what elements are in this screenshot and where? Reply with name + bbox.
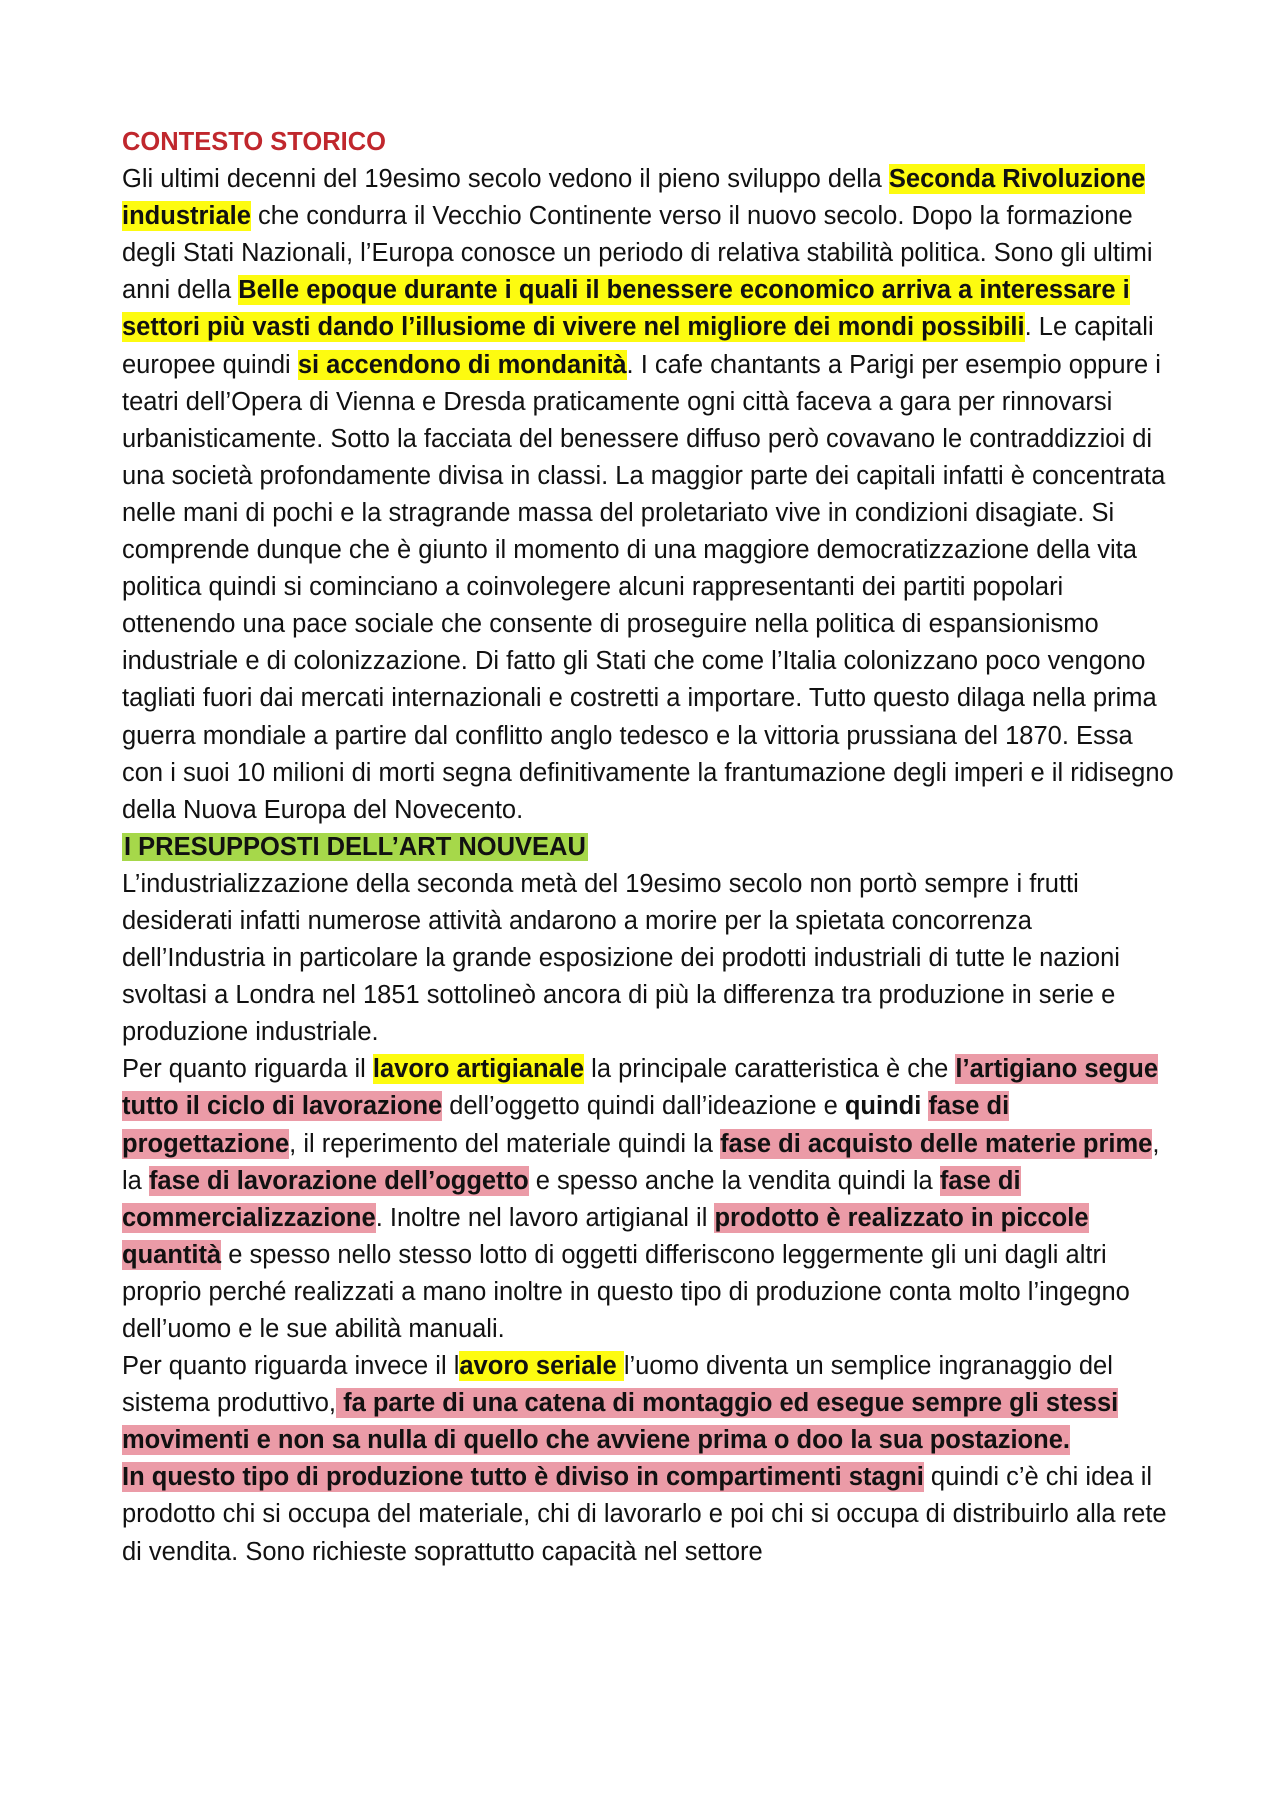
paragraph-compartimenti: In questo tipo di produzione tutto è diviso in compartimenti stagni quindi c’è chi idea il prodotto chi si occupa del materiale, chi di lavorarlo e poi chi si occupa di distribuirlo alla rete di vendita. Sono richieste soprattutto capacità nel settore [122,1463,1167,1566]
bold-text: quindi [844,1092,922,1121]
highlight-pink: fase di acquisto delle materie prime [720,1129,1153,1158]
paragraph-contesto-storico: Gli ultimi decenni del 19esimo secolo vedono il pieno sviluppo della Seconda Rivoluzione industriale che condurra il Vecchio Continente verso il nuovo secolo. Dopo la formazione degli Stati Nazionali, l’Europa conosce un periodo di relativa stabilità politica. Sono gli ultimi anni della Belle epoque durante i quali il benessere economico arriva a interessare i settori più vasti dando l’illusiome di vivere nel migliore dei mondi possibili. Le capitali europee quindi si accendono di mondanità. I cafe chantants a Parigi per esempio oppure i teatri dell’Opera di Vienna e Dresda praticamente ogni città faceva a gara per rinnovarsi urbanisticamente. Sotto la facciata del benessere diffuso però covavano le contraddizzioi di una società profondamente divisa in classi. La maggior parte dei capitali infatti è concentrata nelle mani di pochi e la stragrande massa del proletariato vive in condizioni disagiate. Si comprende dunque che è giunto il momento di una maggiore democratizzazione della vita politica quindi si cominciano a coinvolegere alcuni rappresentanti dei partiti popolari ottenendo una pace sociale che consente di proseguire nella politica di espansionismo industriale e di colonizzazione. Di fatto gli Stati che come l’Italia colonizzano poco vengono tagliati fuori dai mercati internazionali e costretti a importare. Tutto questo dilaga nella prima guerra mondiale a partire dal conflitto anglo tedesco e la vittoria prussiana del 1870. Essa con i suoi 10 milioni di morti segna definitivamente la frantumazione degli imperi e il ridisegno della Nuova Europa del Novecento. [122,165,1174,824]
highlight-pink: prodotto è realizzato in piccole quantità [122,1203,1089,1269]
section-title-presupposti: I PRESUPPOSTI DELL’ART NOUVEAU [124,832,586,861]
highlight-yellow: Seconda Rivoluzione industriale [122,165,1146,231]
highlight-pink: fase di lavorazione dell’oggetto [148,1166,529,1195]
section-title-contesto-storico: CONTESTO STORICO [122,128,387,156]
paragraph-lavoro-seriale: Per quanto riguarda invece il lavoro seriale l’uomo diventa un semplice ingranaggio del sistema produttivo, fa parte di una catena di montaggio ed esegue sempre gli stessi movimenti e non sa nulla di quello che avviene prima o doo la sua postazione. [122,1352,1119,1455]
highlight-pink: fa parte di una catena di montaggio ed esegue sempre gli stessi movimenti e non sa nulla di quello che avviene prima o doo la sua postazione. [122,1389,1119,1455]
highlight-yellow: lavoro artigianale [372,1055,585,1084]
highlight-yellow: Belle epoque durante i quali il benessere economico arriva a interessare i settori più vasti dando l’illusiome di vivere nel migliore dei mondi possibili [122,276,1130,342]
highlight-pink: l’artigiano segue tutto il ciclo di lavorazione [122,1055,1159,1121]
highlight-yellow: si accendono di mondanità [297,350,627,379]
highlight-pink: fase di commercializzazione [122,1166,1021,1232]
highlight-pink: In questo tipo di produzione tutto è diviso in compartimenti stagni [122,1463,924,1492]
highlight-pink: fase di progettazione [122,1092,1010,1158]
paragraph-lavoro-artigianale: Per quanto riguarda il lavoro artigianale la principale caratteristica è che l’artigiano segue tutto il ciclo di lavorazione dell’oggetto quindi dall’ideazione e quindi fase di progettazione, il reperimento del materiale quindi la fase di acquisto delle materie prime, la fase di lavorazione dell’oggetto e spesso anche la vendita quindi la fase di commercializzazione. Inoltre nel lavoro artigianal il prodotto è realizzato in piccole quantità e spesso nello stesso lotto di oggetti differiscono leggermente gli uni dagli altri proprio perché realizzati a mano inoltre in questo tipo di produzione conta molto l’ingegno dell’uomo e le sue abilità manuali. [122,1055,1160,1343]
highlight-yellow: avoro seriale [459,1352,624,1381]
paragraph-industrializzazione: L’industrializzazione della seconda metà del 19esimo secolo non portò sempre i frutti desiderati infatti numerose attività andarono a morire per la spietata concorrenza dell’Industria in particolare la grande esposizione dei prodotti industriali di tutte le nazioni svoltasi a Londra nel 1851 sottolineò ancora di più la differenza tra produzione in serie e produzione industriale. [122,869,1120,1047]
